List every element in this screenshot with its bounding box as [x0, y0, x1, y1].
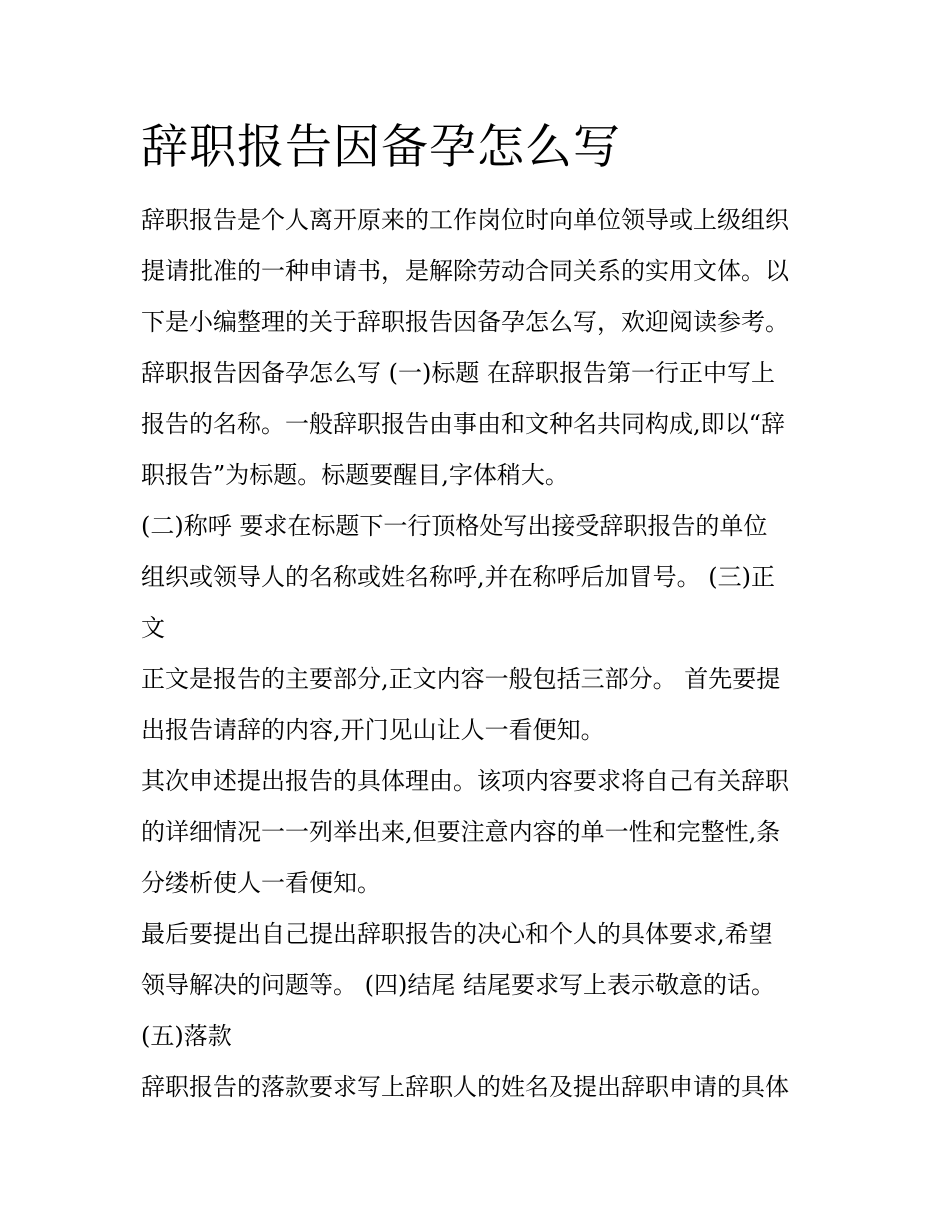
body-line: 辞职报告因备孕怎么写 (一)标题 在辞职报告第一行正中写上 [141, 359, 775, 387]
body-line: 分缕析使人一看便知。 [141, 869, 381, 897]
body-line: 最后要提出自己提出辞职报告的决心和个人的具体要求,希望 [141, 920, 773, 948]
body-line: 报告的名称。一般辞职报告由事由和文种名共同构成,即以“辞 [141, 410, 785, 438]
body-line: 的详细情况一一列举出来,但要注意内容的单一性和完整性,条 [141, 818, 781, 846]
body-line: 下是小编整理的关于辞职报告因备孕怎么写，欢迎阅读参考。 [141, 308, 789, 336]
body-line: 辞职报告的落款要求写上辞职人的姓名及提出辞职申请的具体 [141, 1073, 789, 1101]
body-line: 提请批准的一种申请书，是解除劳动合同关系的实用文体。以 [141, 257, 789, 285]
body-line: 领导解决的问题等。 (四)结尾 结尾要求写上表示敬意的话。 [141, 971, 775, 999]
body-line: 辞职报告是个人离开原来的工作岗位时向单位领导或上级组织 [141, 206, 789, 234]
body-line: 文 [141, 614, 165, 642]
body-line: (二)称呼 要求在标题下一行顶格处写出接受辞职报告的单位 [141, 512, 768, 540]
body-line: 组织或领导人的名称或姓名称呼,并在称呼后加冒号。 (三)正 [141, 563, 775, 591]
body-line: 出报告请辞的内容,开门见山让人一看便知。 [141, 716, 605, 744]
body-line: 正文是报告的主要部分,正文内容一般包括三部分。 首先要提 [141, 665, 781, 693]
document-title: 辞职报告因备孕怎么写 [141, 120, 621, 175]
body-line: 职报告”为标题。标题要醒目,字体稍大。 [141, 461, 569, 489]
body-line: (五)落款 [141, 1022, 232, 1050]
body-line: 其次申述提出报告的具体理由。该项内容要求将自己有关辞职 [141, 767, 789, 795]
